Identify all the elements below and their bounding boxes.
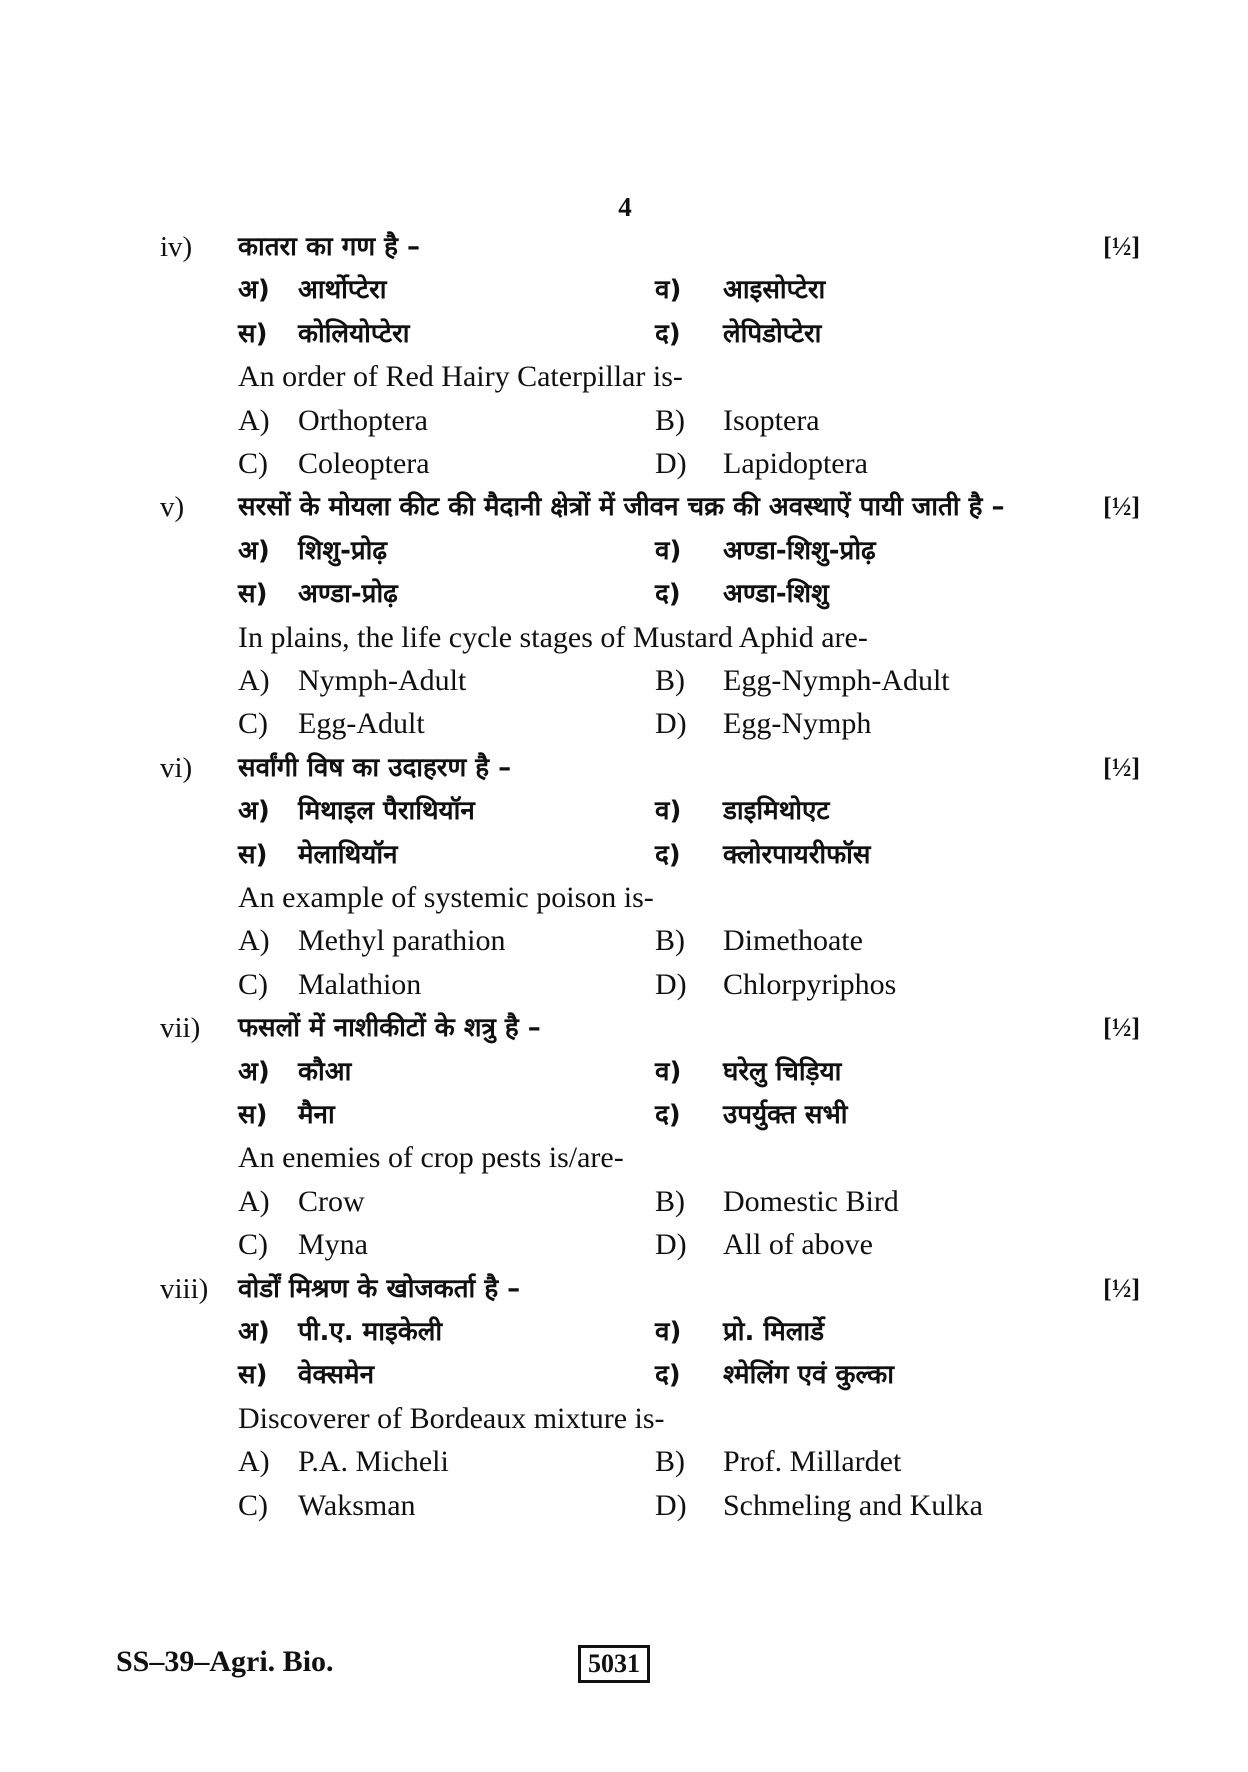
marks-badge: [½]	[1103, 1274, 1140, 1303]
option-text: P.A. Micheli	[298, 1445, 449, 1478]
serial-number-box	[578, 1645, 650, 1683]
hindi-options-row	[0, 312, 1248, 356]
hindi-options-row	[0, 1310, 1248, 1354]
question-row-english	[0, 1397, 1248, 1441]
option-label: स)	[238, 579, 268, 609]
option-text: Nymph-Adult	[298, 664, 467, 697]
question-text-hindi: कातरा का गण है –	[238, 232, 421, 262]
question-numeral: viii)	[160, 1273, 209, 1305]
english-options-row	[0, 659, 1248, 703]
option-label: A)	[238, 404, 270, 437]
question-row-english	[0, 876, 1248, 920]
option-text: आर्थोप्टेरा	[298, 275, 387, 305]
option-text: Lapidoptera	[723, 447, 868, 480]
option-label: A)	[238, 924, 270, 957]
hindi-options-row	[0, 1093, 1248, 1137]
option-label: B)	[655, 404, 685, 437]
option-text: Coleoptera	[298, 447, 430, 480]
option-text: मैना	[298, 1100, 335, 1130]
option-text: लेपिडोप्टेरा	[723, 319, 822, 349]
question-row-hindi	[0, 1267, 1248, 1311]
option-text: Isoptera	[723, 404, 820, 437]
option-label: B)	[655, 924, 685, 957]
option-text: Schmeling and Kulka	[723, 1489, 983, 1522]
option-label: स)	[238, 1100, 268, 1130]
hindi-options-row	[0, 572, 1248, 616]
option-text: क्लोरपायरीफॉस	[723, 840, 871, 870]
option-label: द)	[655, 579, 681, 609]
option-label: स)	[238, 1360, 268, 1390]
option-text: Domestic Bird	[723, 1185, 899, 1218]
question-row-hindi	[0, 485, 1248, 529]
question-text-hindi: सर्वांगी विष का उदाहरण है –	[238, 753, 512, 783]
option-text: घरेलु चिड़िया	[723, 1057, 842, 1087]
option-text: Chlorpyriphos	[723, 968, 897, 1001]
question-numeral: v)	[160, 491, 185, 523]
option-text: वेक्समेन	[298, 1360, 375, 1390]
question-text-english: An order of Red Hairy Caterpillar is-	[238, 360, 683, 393]
english-options-row	[0, 442, 1248, 486]
question-row-english	[0, 616, 1248, 660]
footer-paper-code: SS–39–Agri. Bio.	[116, 1645, 334, 1678]
hindi-options-row	[0, 833, 1248, 877]
option-text: Egg-Nymph	[723, 707, 872, 740]
question-row-english	[0, 355, 1248, 399]
option-label: अ)	[238, 536, 270, 566]
option-label: अ)	[238, 1057, 270, 1087]
option-text: Myna	[298, 1228, 368, 1261]
english-options-row	[0, 919, 1248, 963]
option-text: अण्डा-प्रोढ़	[298, 579, 398, 609]
option-text: Malathion	[298, 968, 422, 1001]
hindi-options-row	[0, 529, 1248, 573]
option-text: श्मेलिंग एवं कुल्का	[723, 1360, 894, 1390]
option-label: द)	[655, 840, 681, 870]
english-options-row	[0, 963, 1248, 1007]
option-text: अण्डा-शिशु-प्रोढ़	[723, 536, 876, 566]
option-text: मेलाथियॉन	[298, 840, 398, 870]
question-text-english: In plains, the life cycle stages of Mustard Aphid are-	[238, 621, 868, 654]
question-text-hindi: फसलों में नाशीकीटों के शत्रु है –	[238, 1013, 541, 1043]
option-label: व)	[655, 275, 682, 305]
option-label: A)	[238, 1445, 270, 1478]
option-text: Waksman	[298, 1489, 416, 1522]
option-label: C)	[238, 968, 268, 1001]
option-text: डाइमिथोएट	[723, 796, 830, 826]
option-text: Methyl parathion	[298, 924, 506, 957]
option-label: D)	[655, 447, 687, 480]
option-text: मिथाइल पैराथियॉन	[298, 796, 475, 826]
option-label: अ)	[238, 796, 270, 826]
question-row-hindi	[0, 225, 1248, 269]
option-label: स)	[238, 840, 268, 870]
option-text: Orthoptera	[298, 404, 428, 437]
option-text: अण्डा-शिशु	[723, 579, 829, 609]
option-text: Egg-Nymph-Adult	[723, 664, 950, 697]
english-options-row	[0, 1180, 1248, 1224]
question-row-hindi	[0, 746, 1248, 790]
option-label: व)	[655, 1057, 682, 1087]
option-label: C)	[238, 707, 268, 740]
question-text-english: An example of systemic poison is-	[238, 881, 654, 914]
question-numeral: vii)	[160, 1012, 201, 1044]
question-row-hindi	[0, 1006, 1248, 1050]
english-options-row	[0, 1484, 1248, 1528]
option-label: D)	[655, 1228, 687, 1261]
hindi-options-row	[0, 268, 1248, 312]
option-label: द)	[655, 319, 681, 349]
page-number: 4	[618, 192, 632, 222]
option-label: स)	[238, 319, 268, 349]
english-options-row	[0, 1223, 1248, 1267]
option-text: All of above	[723, 1228, 873, 1261]
serial-number: 5031	[588, 1649, 640, 1678]
question-text-english: Discoverer of Bordeaux mixture is-	[238, 1402, 665, 1435]
question-numeral: iv)	[160, 231, 193, 263]
option-label: C)	[238, 1489, 268, 1522]
option-text: आइसोप्टेरा	[723, 275, 826, 305]
question-text-hindi: सरसों के मोयला कीट की मैदानी क्षेत्रों में जीवन चक्र की अवस्थाऐं पायी जाती है –	[238, 492, 1005, 522]
option-label: अ)	[238, 275, 270, 305]
english-options-row	[0, 1440, 1248, 1484]
question-row-english	[0, 1136, 1248, 1180]
question-numeral: vi)	[160, 752, 193, 784]
option-label: D)	[655, 707, 687, 740]
option-label: D)	[655, 1489, 687, 1522]
option-label: B)	[655, 1185, 685, 1218]
option-text: Crow	[298, 1185, 365, 1218]
option-label: C)	[238, 447, 268, 480]
option-label: द)	[655, 1100, 681, 1130]
option-text: उपर्युक्त सभी	[723, 1100, 848, 1130]
option-text: पी.ए. माइकेली	[298, 1317, 443, 1347]
question-text-hindi: वोर्डों मिश्रण के खोजकर्ता है –	[238, 1274, 521, 1304]
option-text: Dimethoate	[723, 924, 863, 957]
marks-badge: [½]	[1103, 232, 1140, 261]
option-text: Egg-Adult	[298, 707, 425, 740]
option-text: कोलियोप्टेरा	[298, 319, 410, 349]
option-text: शिशु-प्रोढ़	[298, 536, 388, 566]
option-label: A)	[238, 1185, 270, 1218]
option-label: C)	[238, 1228, 268, 1261]
option-label: द)	[655, 1360, 681, 1390]
question-text-english: An enemies of crop pests is/are-	[238, 1141, 624, 1174]
option-label: अ)	[238, 1317, 270, 1347]
option-label: A)	[238, 664, 270, 697]
english-options-row	[0, 702, 1248, 746]
option-text: प्रो. मिलार्डे	[723, 1317, 825, 1347]
option-label: D)	[655, 968, 687, 1001]
option-label: व)	[655, 536, 682, 566]
hindi-options-row	[0, 1050, 1248, 1094]
hindi-options-row	[0, 1353, 1248, 1397]
option-label: व)	[655, 796, 682, 826]
marks-badge: [½]	[1103, 1013, 1140, 1042]
hindi-options-row	[0, 789, 1248, 833]
option-text: Prof. Millardet	[723, 1445, 902, 1478]
marks-badge: [½]	[1103, 753, 1140, 782]
option-text: कौआ	[298, 1057, 352, 1087]
option-label: व)	[655, 1317, 682, 1347]
option-label: B)	[655, 1445, 685, 1478]
marks-badge: [½]	[1103, 492, 1140, 521]
english-options-row	[0, 399, 1248, 443]
option-label: B)	[655, 664, 685, 697]
